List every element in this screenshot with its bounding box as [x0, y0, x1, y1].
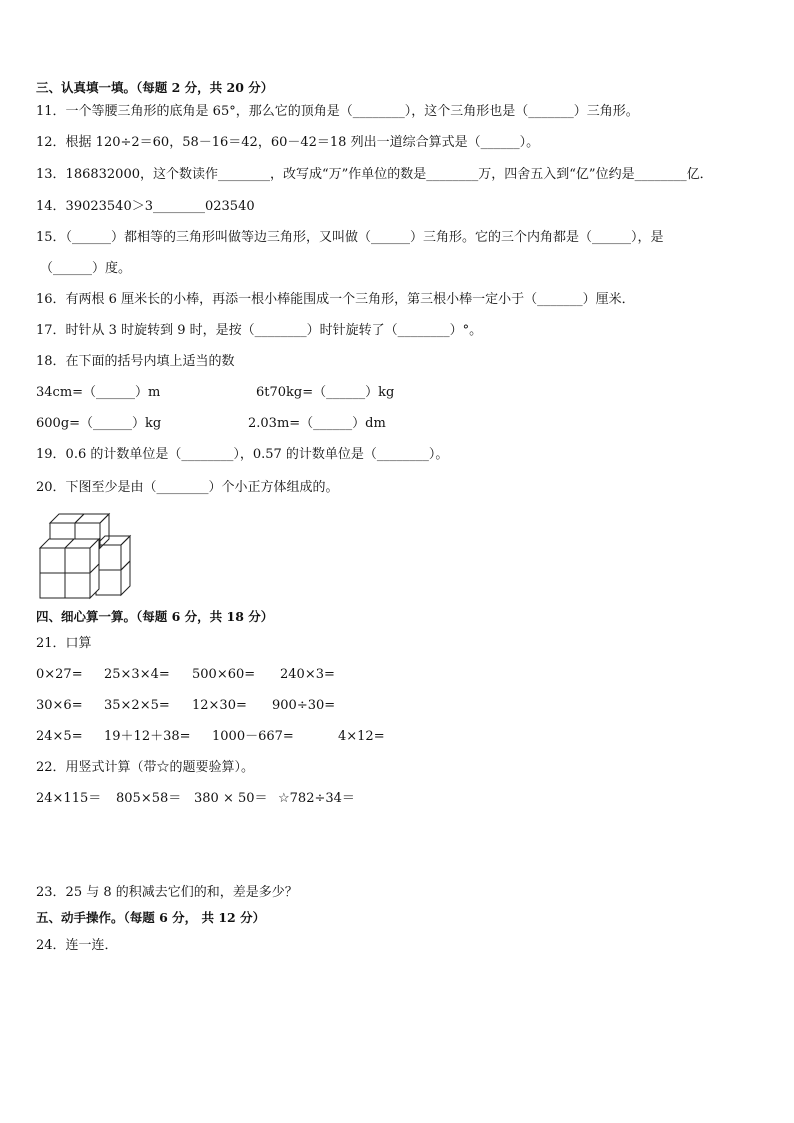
oral-calc-item: 500×60= [192, 667, 256, 682]
oral-calc-item: 1000－667= [212, 729, 294, 744]
question-13: 13．186832000，这个数读作________，改写成“万”作单位的数是________万，四舍五入到“亿”位约是________亿． [36, 167, 713, 182]
section-4-title: 四、细心算一算。（每题 6 分，共 18 分） [36, 609, 274, 624]
question-16: 16．有两根 6 厘米长的小棒，再添一根小棒能围成一个三角形，第三根小棒一定小于（_______）厘米． [36, 292, 635, 307]
column-calc-item: 380 × 50＝ [194, 791, 268, 806]
question-18-a: 34cm=（______）m [36, 385, 161, 400]
section-3-title: 三、认真填一填。（每题 2 分，共 20 分） [36, 80, 274, 95]
question-24: 24．连一连． [36, 938, 118, 953]
question-15-line-2: （______）度。 [40, 261, 132, 276]
question-20: 20．下图至少是由（________）个小正方体组成的。 [36, 480, 339, 495]
oral-calc-item: 35×2×5= [104, 698, 170, 713]
question-23: 23．25 与 8 的积减去它们的和，差是多少？ [36, 885, 298, 900]
question-12: 12．根据 120÷2＝60，58－16＝42，60－42＝18 列出一道综合算式是（______）。 [36, 135, 540, 150]
oral-calc-item: 24×5= [36, 729, 83, 744]
oral-calc-item: 240×3= [280, 667, 335, 682]
column-calc-item: 24×115＝ [36, 791, 102, 806]
oral-calc-item: 12×30= [192, 698, 247, 713]
question-18: 18．在下面的括号内填上适当的数 [36, 354, 235, 369]
column-calc-item: ☆782÷34＝ [278, 791, 355, 806]
question-15-line-1: 15．（______）都相等的三角形叫做等边三角形，又叫做（______）三角形。它的三个内角都是（______），是 [36, 230, 664, 245]
question-18-b: 6t70kg=（______）kg [256, 385, 395, 400]
oral-calc-item: 19＋12＋38= [104, 729, 191, 744]
oral-calc-item: 25×3×4= [104, 667, 170, 682]
question-18-d: 2.03m=（______）dm [248, 416, 386, 431]
question-19: 19．0.6 的计数单位是（________），0.57 的计数单位是（________）。 [36, 447, 449, 462]
question-11: 11．一个等腰三角形的底角是 65°，那么它的顶角是（________），这个三角形也是（_______）三角形。 [36, 104, 639, 119]
question-14: 14．39023540＞3________023540 [36, 199, 255, 214]
oral-calc-item: 900÷30= [272, 698, 336, 713]
column-calc-item: 805×58＝ [116, 791, 182, 806]
oral-calc-item: 30×6= [36, 698, 83, 713]
section-5-title: 五、动手操作。（每题 6 分， 共 12 分） [36, 910, 266, 925]
oral-calc-item: 4×12= [338, 729, 385, 744]
oral-calc-item: 0×27= [36, 667, 83, 682]
question-22: 22．用竖式计算（带☆的题要验算）。 [36, 760, 255, 775]
question-21: 21．口算 [36, 636, 92, 651]
stacked-cubes-icon [36, 508, 136, 600]
question-17: 17．时针从 3 时旋转到 9 时，是按（________）时针旋转了（________）°。 [36, 323, 483, 338]
question-18-c: 600g=（______）kg [36, 416, 162, 431]
